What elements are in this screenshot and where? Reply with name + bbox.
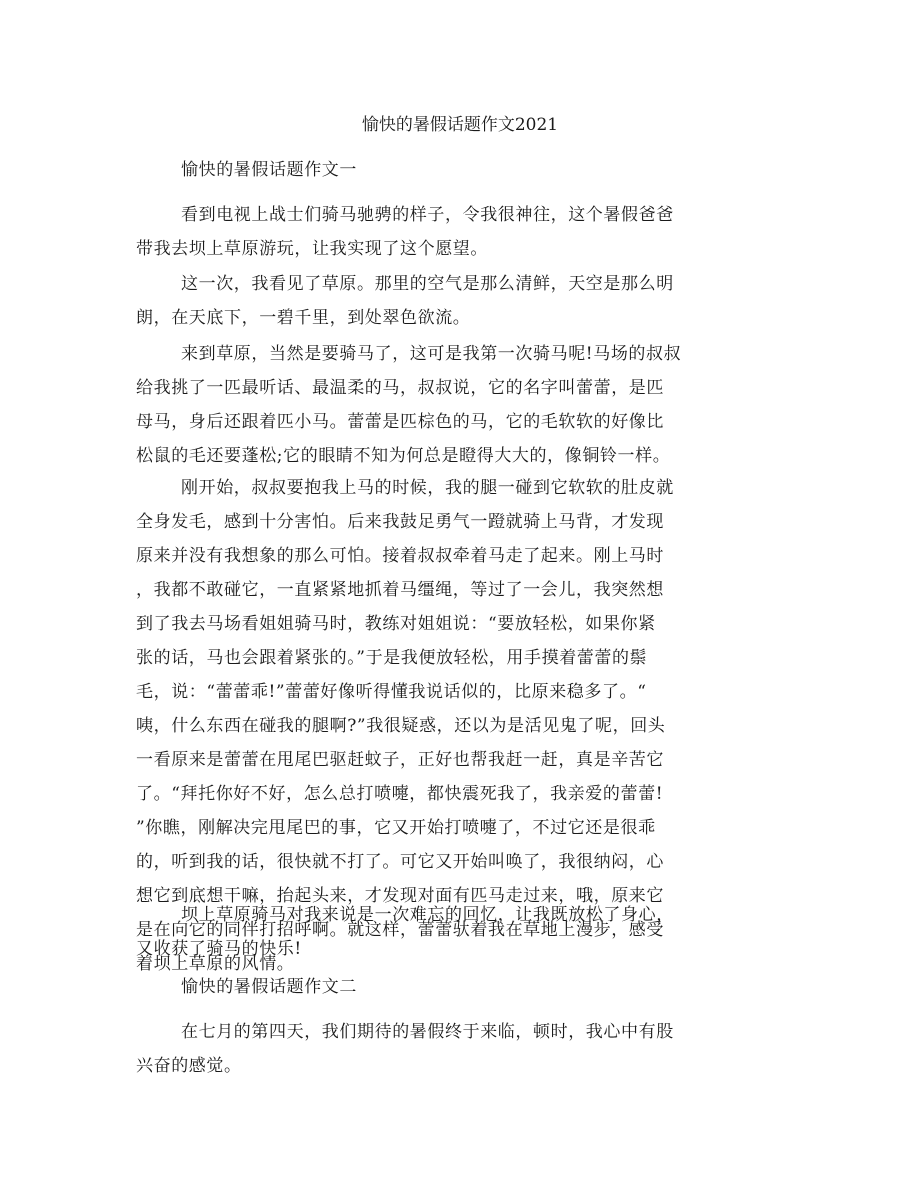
paragraph-line: 松鼠的毛还要蓬松;它的眼睛不知为何总是瞪得大大的，像铜铃一样。 bbox=[136, 446, 671, 466]
section-heading-2: 愉快的暑假话题作文二 bbox=[181, 977, 357, 997]
paragraph-2 bbox=[136, 267, 786, 335]
paragraph-line: ”你瞧，刚解决完甩尾巴的事，它又开始打喷嚏了，不过它还是很乖 bbox=[136, 818, 656, 838]
section-heading-1: 愉快的暑假话题作文一 bbox=[181, 160, 357, 180]
paragraph-line: 原来并没有我想象的那么可怕。接着叔叔牵着马走了起来。刚上马时 bbox=[136, 546, 664, 566]
paragraph-line: 毛，说：“蕾蕾乖!”蕾蕾好像听得懂我说话似的，比原来稳多了。“ bbox=[136, 682, 647, 702]
document-title: 愉快的暑假话题作文2021 bbox=[361, 115, 559, 135]
paragraph-line: 想它到底想干嘛，抬起头来，才发现对面有匹马走过来，哦，原来它 bbox=[136, 886, 664, 906]
paragraph-line: 看到电视上战士们骑马驰骋的样子，令我很神往，这个暑假爸爸 bbox=[181, 205, 674, 225]
paragraph-line: 张的话，马也会跟着紧张的。”于是我便放轻松，用手摸着蕾蕾的鬃 bbox=[136, 648, 648, 668]
paragraph-3 bbox=[136, 337, 786, 473]
paragraph-line: 一看原来是蕾蕾在甩尾巴驱赶蚊子，正好也帮我赶一赶，真是辛苦它 bbox=[136, 750, 664, 770]
paragraph-5 bbox=[136, 898, 786, 966]
paragraph-line: 来到草原，当然是要骑马了，这可是我第一次骑马呢!马场的叔叔 bbox=[181, 344, 682, 364]
paragraph-line: 带我去坝上草原游玩，让我实现了这个愿望。 bbox=[136, 239, 488, 259]
paragraph-line: 着坝上草原的风情。 bbox=[136, 954, 295, 974]
paragraph-line: 的，听到我的话，很快就不打了。可它又开始叫唤了，我很纳闷，心 bbox=[136, 852, 664, 872]
paragraph-6 bbox=[136, 1015, 786, 1083]
paragraph-line: 这一次，我看见了草原。那里的空气是那么清鲜，天空是那么明 bbox=[181, 274, 674, 294]
paragraph-line: 给我挑了一匹最听话、最温柔的马，叔叔说，它的名字叫蕾蕾，是匹 bbox=[136, 378, 664, 398]
paragraph-line: 母马，身后还跟着匹小马。蕾蕾是匹棕色的马，它的毛软软的好像比 bbox=[136, 412, 664, 432]
paragraph-line: 朗，在天底下，一碧千里，到处翠色欲流。 bbox=[136, 308, 471, 328]
paragraph-line: 刚开始，叔叔要抱我上马的时候，我的腿一碰到它软软的肚皮就 bbox=[181, 478, 674, 498]
paragraph-line: 到了我去马场看姐姐骑马时，教练对姐姐说：“要放轻松，如果你紧 bbox=[136, 614, 656, 634]
paragraph-line: 在七月的第四天，我们期待的暑假终于来临，顿时，我心中有股 bbox=[181, 1022, 674, 1042]
paragraph-line: 是在向它的同伴打招呼啊。就这样，蕾蕾驮着我在草地上漫步，感受 bbox=[136, 920, 664, 940]
paragraph-line: ，我都不敢碰它，一直紧紧地抓着马缰绳，等过了一会儿，我突然想 bbox=[136, 580, 664, 600]
paragraph-line: 咦，什么东西在碰我的腿啊?”我很疑惑，还以为是活见鬼了呢，回头 bbox=[136, 716, 666, 736]
paragraph-line: 兴奋的感觉。 bbox=[136, 1056, 242, 1076]
paragraph-1 bbox=[136, 198, 786, 266]
paragraph-line: 全身发毛，感到十分害怕。后来我鼓足勇气一蹬就骑上马背，才发现 bbox=[136, 512, 664, 532]
paragraph-line: 了。“拜托你好不好，怎么总打喷嚏，都快震死我了，我亲爱的蕾蕾! bbox=[136, 784, 664, 804]
paragraph-line: 坝上草原骑马对我来说是一次难忘的回忆，让我既放松了身心， bbox=[181, 905, 674, 925]
paragraph-line: 又收获了骑马的快乐! bbox=[136, 939, 302, 959]
